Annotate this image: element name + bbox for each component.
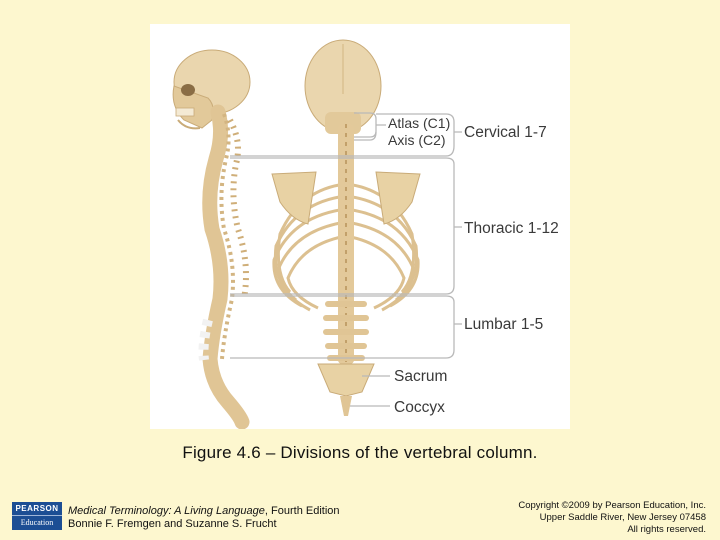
copyright-line-3: All rights reserved. <box>627 524 706 535</box>
spine-illustration <box>150 24 570 429</box>
vertebral-column-figure <box>150 24 570 429</box>
figure-caption: Figure 4.6 – Divisions of the vertebral column. <box>182 443 538 462</box>
copyright-notice <box>518 500 706 536</box>
lateral-spine-view <box>173 50 250 422</box>
book-title-line <box>68 505 340 518</box>
label-thoracic: Thoracic 1-12 <box>464 220 559 237</box>
label-atlas: Atlas (C1) <box>388 115 451 131</box>
copyright-line-1: Copyright ©2009 by Pearson Education, Inc. <box>518 500 706 511</box>
logo-bottom-text: Education <box>20 518 54 527</box>
logo-top-text: PEARSON <box>12 502 62 516</box>
label-coccyx: Coccyx <box>394 399 445 416</box>
pearson-education-logo <box>12 502 62 530</box>
book-authors: Bonnie F. Fremgen and Suzanne S. Frucht <box>68 518 277 530</box>
book-edition: , Fourth Edition <box>264 505 340 517</box>
book-credit <box>68 505 340 531</box>
label-lumbar: Lumbar 1-5 <box>464 316 544 333</box>
label-cervical: Cervical 1-7 <box>464 124 547 141</box>
label-sacrum: Sacrum <box>394 368 448 385</box>
label-axis: Axis (C2) <box>388 132 446 148</box>
copyright-line-2: Upper Saddle River, New Jersey 07458 <box>539 512 706 523</box>
book-title: Medical Terminology: A Living Language <box>68 505 265 517</box>
posterior-spine-view <box>272 40 420 416</box>
